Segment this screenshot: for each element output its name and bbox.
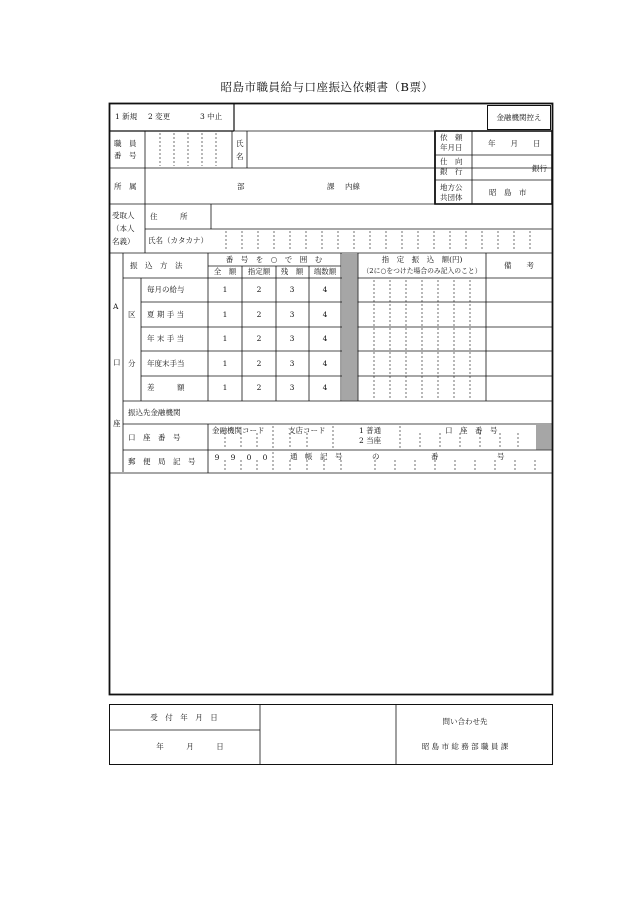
side-label-ku: 区: [128, 310, 136, 319]
received-date-value: 年 月 日: [156, 742, 224, 751]
request-date-label-1: 依 頼: [440, 133, 463, 142]
name-label-2: 名: [236, 152, 244, 161]
postal-digit: 0: [262, 453, 268, 462]
section-label: 課: [327, 182, 335, 191]
account-no-header: 口 座 番 号: [445, 426, 498, 435]
row-label: 毎月の給与: [147, 285, 185, 294]
option-num[interactable]: 2: [256, 383, 262, 392]
row-label: 差 額: [147, 383, 185, 392]
bank-label-1: 仕 向: [440, 157, 463, 166]
row-label: 年度末手当: [147, 359, 185, 368]
status-option-change[interactable]: 2 変更: [148, 112, 171, 121]
type-current[interactable]: 2 当座: [359, 436, 382, 445]
affiliation-label: 所 属: [114, 182, 137, 191]
amount-note: （2に○をつけた場合のみ記入のこと）: [362, 267, 482, 275]
option-num[interactable]: 1: [222, 310, 228, 319]
option-num[interactable]: 4: [322, 310, 328, 319]
remarks-header: 備 考: [504, 261, 534, 270]
postal-digit: 0: [246, 453, 252, 462]
option-num[interactable]: 4: [322, 359, 328, 368]
option-num[interactable]: 3: [289, 334, 295, 343]
address-label: 住 所: [150, 212, 188, 221]
account-number-label: 口 座 番 号: [128, 433, 181, 442]
row-label: 年 末 手 当: [147, 334, 185, 343]
option-num[interactable]: 1: [222, 334, 228, 343]
side-label-kuchi: 口: [113, 358, 121, 367]
public-label-2: 共団体: [440, 193, 463, 202]
method-header: 振 込 方 法: [130, 261, 183, 270]
option-num[interactable]: 2: [256, 310, 262, 319]
city-name: 昭 島 市: [489, 188, 527, 197]
recipient-label-3: 名義）: [112, 237, 135, 246]
type-normal[interactable]: 1 普通: [359, 426, 382, 435]
inst-code-label: 金融機関コード: [212, 426, 265, 435]
contact-label: 問い合わせ先: [442, 717, 488, 726]
option-num[interactable]: 3: [289, 359, 295, 368]
public-label-1: 地方公: [440, 183, 463, 192]
row-label: 夏 期 手 当: [147, 310, 185, 319]
status-option-new[interactable]: 1 新規: [115, 112, 138, 121]
recipient-label-1: 受取人: [112, 211, 135, 220]
request-date-value[interactable]: 年 月 日: [488, 139, 541, 148]
side-label-za: 座: [113, 419, 121, 428]
passbook-no: の: [372, 452, 380, 461]
side-label-a: A: [113, 302, 119, 311]
badge-label: 金融機関控え: [496, 113, 542, 122]
dept-label: 部: [237, 182, 245, 191]
bank-dest-label: 振込先金融機関: [128, 408, 181, 417]
option-num[interactable]: 1: [222, 285, 228, 294]
option-num[interactable]: 2: [256, 359, 262, 368]
staff-no-label-1: 職 員: [114, 139, 137, 148]
option-num[interactable]: 2: [256, 334, 262, 343]
branch-code-label: 支店コード: [288, 426, 326, 435]
circle-header: 番 号 を ○ で 囲 む: [225, 255, 323, 264]
option-num[interactable]: 1: [222, 359, 228, 368]
contact-name: 昭 島 市 総 務 部 職 員 課: [421, 742, 509, 751]
name-label-1: 氏: [236, 139, 244, 148]
status-option-cancel[interactable]: 3 中止: [200, 112, 223, 121]
extension-label: 内線: [345, 182, 360, 191]
option-num[interactable]: 4: [322, 383, 328, 392]
recipient-label-2: （本人: [112, 224, 135, 233]
option-num[interactable]: 4: [322, 285, 328, 294]
bank-suffix: 銀行: [532, 164, 547, 173]
form-title: 昭島市職員給与口座振込依頼書（B票）: [220, 80, 434, 94]
passbook-go: 号: [497, 452, 505, 461]
option-num[interactable]: 1: [222, 383, 228, 392]
postal-label: 郵 便 局 記 号: [128, 457, 196, 466]
shaded-column: [342, 254, 358, 401]
bank-label-2: 銀 行: [440, 167, 463, 176]
postal-digit: 9: [230, 453, 236, 462]
amount-header: 指 定 振 込 額(円): [381, 255, 463, 264]
option-num[interactable]: 4: [322, 334, 328, 343]
passbook-label: 通 帳 記 号: [290, 452, 343, 461]
col-full: 全 額: [213, 267, 237, 276]
col-specified: 指定額: [247, 267, 271, 276]
kana-label: 氏名（カタカナ）: [148, 236, 208, 245]
option-num[interactable]: 3: [289, 285, 295, 294]
col-remainder: 残 額: [280, 267, 304, 276]
request-date-label-2: 年月日: [440, 143, 463, 152]
side-label-bun: 分: [128, 359, 136, 368]
received-date-label: 受 付 年 月 日: [150, 713, 218, 722]
staff-no-label-2: 番 号: [114, 151, 137, 160]
passbook-ban: 番: [431, 452, 439, 461]
shaded-cell: [536, 425, 552, 450]
option-num[interactable]: 3: [289, 310, 295, 319]
postal-digit: 9: [214, 453, 220, 462]
col-fraction: 端数額: [313, 267, 337, 276]
option-num[interactable]: 2: [256, 285, 262, 294]
option-num[interactable]: 3: [289, 383, 295, 392]
